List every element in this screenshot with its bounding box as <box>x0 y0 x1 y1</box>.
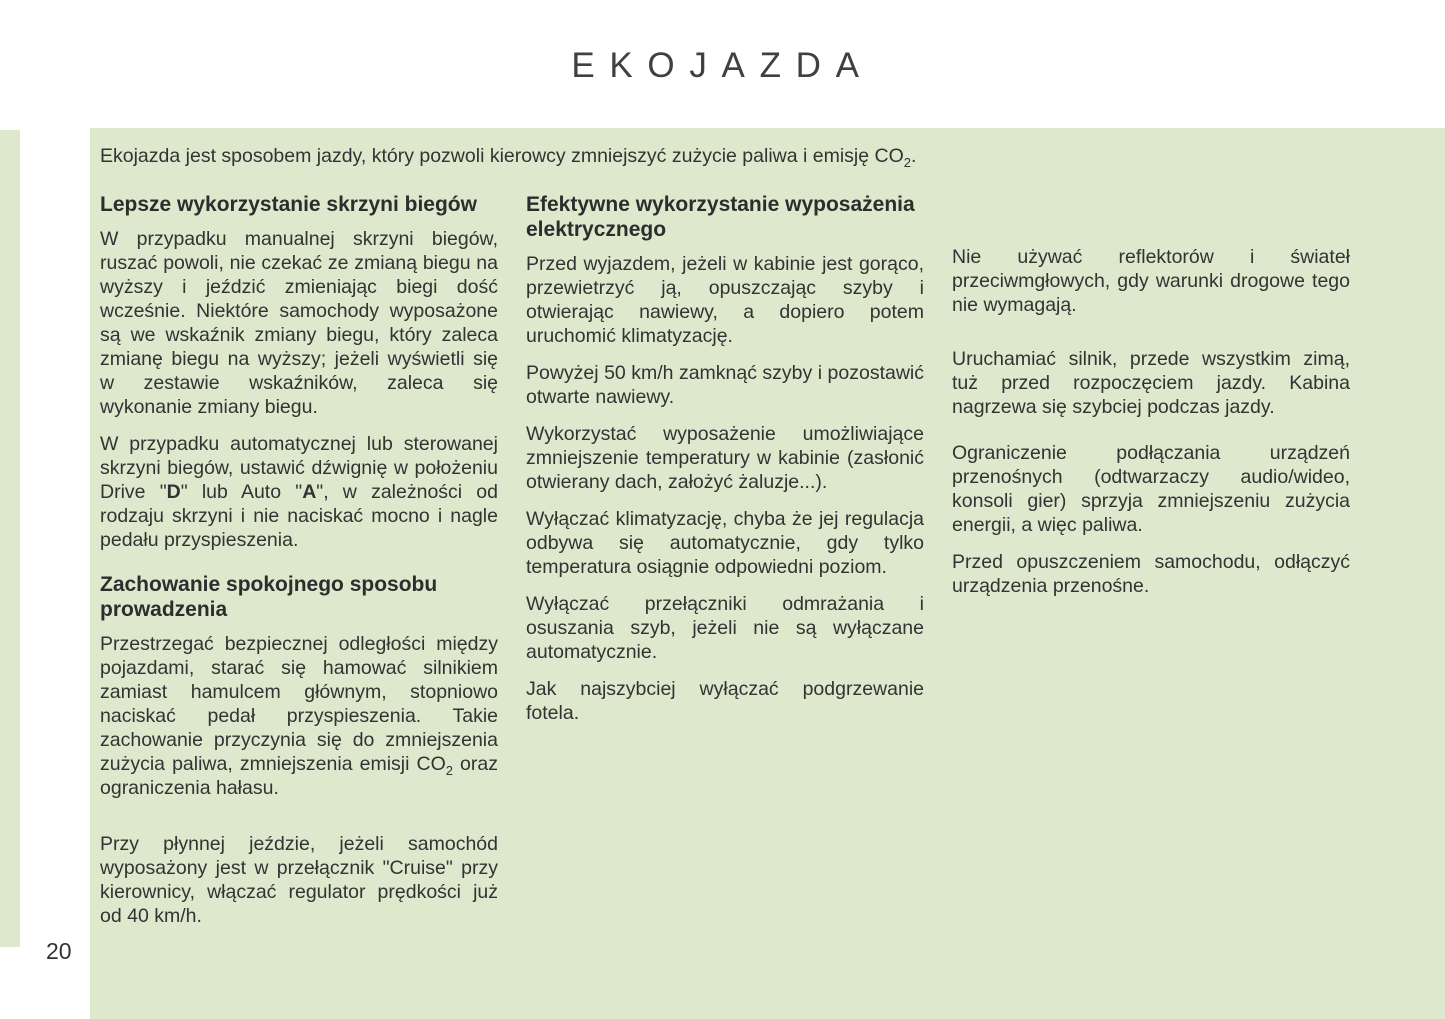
paragraph-safe-distance <box>100 632 498 800</box>
heading-gearbox-usage: Lepsze wykorzystanie skrzyni biegów <box>100 193 477 216</box>
left-margin-strip <box>0 130 20 947</box>
paragraph-unplug-devices: Przed opuszczeniem samochodu, odłączyć urządzenia przenośne. <box>952 551 1350 597</box>
columns-container <box>100 192 1350 941</box>
bold-auto-a: A <box>302 481 317 503</box>
co2-subscript: 2 <box>903 154 911 170</box>
paragraph-ventilate-cabin: Przed wyjazdem, jeżeli w kabinie jest gorąco, przewietrzyć ją, opuszczając szyby i otwierając nawiewy, a dopiero potem uruchomić klimatyzację. <box>526 253 924 347</box>
intro-period: . <box>911 145 917 167</box>
content-panel <box>90 128 1445 1019</box>
column-electric-equipment <box>526 192 924 941</box>
intro-text <box>100 144 1350 168</box>
text-segment: ", w zależności od rodzaju skrzyni i nie naciskać mocno i nagle pedału przyspieszenia. <box>100 481 498 551</box>
paragraph-engine-start: Uruchamiać silnik, przede wszystkim zimą, tuż przed rozpoczęciem jazdy. Kabina nagrzewa się szybciej podczas jazdy. <box>952 348 1350 418</box>
bold-drive-d: D <box>166 481 181 503</box>
text-segment: " lub Auto " <box>180 481 303 503</box>
text-segment: oraz ograniczenia hałasu. <box>100 753 498 799</box>
paragraph-manual-gearbox: W przypadku manualnej skrzyni biegów, ruszać powoli, nie czekać ze zmianą biegu na wyższy i jeździć zmieniając biegi dość wcześnie. Niektóre samochody wyposażone są we wskaźnik zmiany biegu, który zaleca zmianę biegu na wyższy; jeżeli wyświetli się w zestawie wskaźników, zaleca się wykonanie zmiany biegu. <box>100 228 498 418</box>
paragraph-close-windows: Powyżej 50 km/h zamknąć szyby i pozostawić otwarte nawiewy. <box>526 362 924 408</box>
text-segment: Przestrzegać bezpiecznej odległości między pojazdami, starać się hamować silnikiem zamiast hamulcem głównym, stopniowo naciskać pedał przyspieszenia. Takie zachowanie przyczynia się do zmniejszenia zużycia paliwa, zmniejszenia emisji CO <box>100 633 498 775</box>
paragraph-reduce-temperature: Wykorzystać wyposażenie umożliwiające zmniejszenie temperatury w kabinie (zasłonić otwierany dach, założyć żaluzje...). <box>526 423 924 493</box>
paragraph-portable-devices: Ograniczenie podłączania urządzeń przenośnych (odtwarzaczy audio/wideo, konsoli gier) sprzyja zmniejszeniu zużycia energii, a więc paliwa. <box>952 442 1350 536</box>
paragraph-cruise-control: Przy płynnej jeździe, jeżeli samochód wyposażony jest w przełącznik "Cruise" przy kierownicy, włączać regulator prędkości już od 40 km/h. <box>100 833 498 927</box>
paragraph-defrost-switches: Wyłączać przełączniki odmrażania i osuszania szyb, jeżeli nie są wyłączane automatycznie. <box>526 593 924 663</box>
intro-main: Ekojazda jest sposobem jazdy, który pozwoli kierowcy zmniejszyć zużycie paliwa i emisję CO <box>100 145 904 167</box>
paragraph-switch-off-ac: Wyłączać klimatyzację, chyba że jej regulacja odbywa się automatycznie, gdy tylko temperatura osiągnie odpowiedni poziom. <box>526 508 924 578</box>
heading-electric-equipment: Efektywne wykorzystanie wyposażenia elektrycznego <box>526 193 915 241</box>
paragraph-automatic-gearbox <box>100 432 498 552</box>
page-title: EKOJAZDA <box>571 46 874 85</box>
paragraph-headlights: Nie używać reflektorów i świateł przeciwmgłowych, gdy warunki drogowe tego nie wymagają. <box>952 246 1350 316</box>
co2-subscript: 2 <box>445 762 453 778</box>
heading-calm-driving: Zachowanie spokojnego sposobu prowadzenia <box>100 573 438 621</box>
column-lights-devices <box>952 192 1350 941</box>
column-gearbox <box>100 192 498 941</box>
paragraph-seat-heating: Jak najszybciej wyłączać podgrzewanie fotela. <box>526 678 924 724</box>
text-segment: W przypadku automatycznej lub sterowanej skrzyni biegów, ustawić dźwignię w położeniu Drive " <box>100 433 498 503</box>
page-number: 20 <box>46 938 72 964</box>
